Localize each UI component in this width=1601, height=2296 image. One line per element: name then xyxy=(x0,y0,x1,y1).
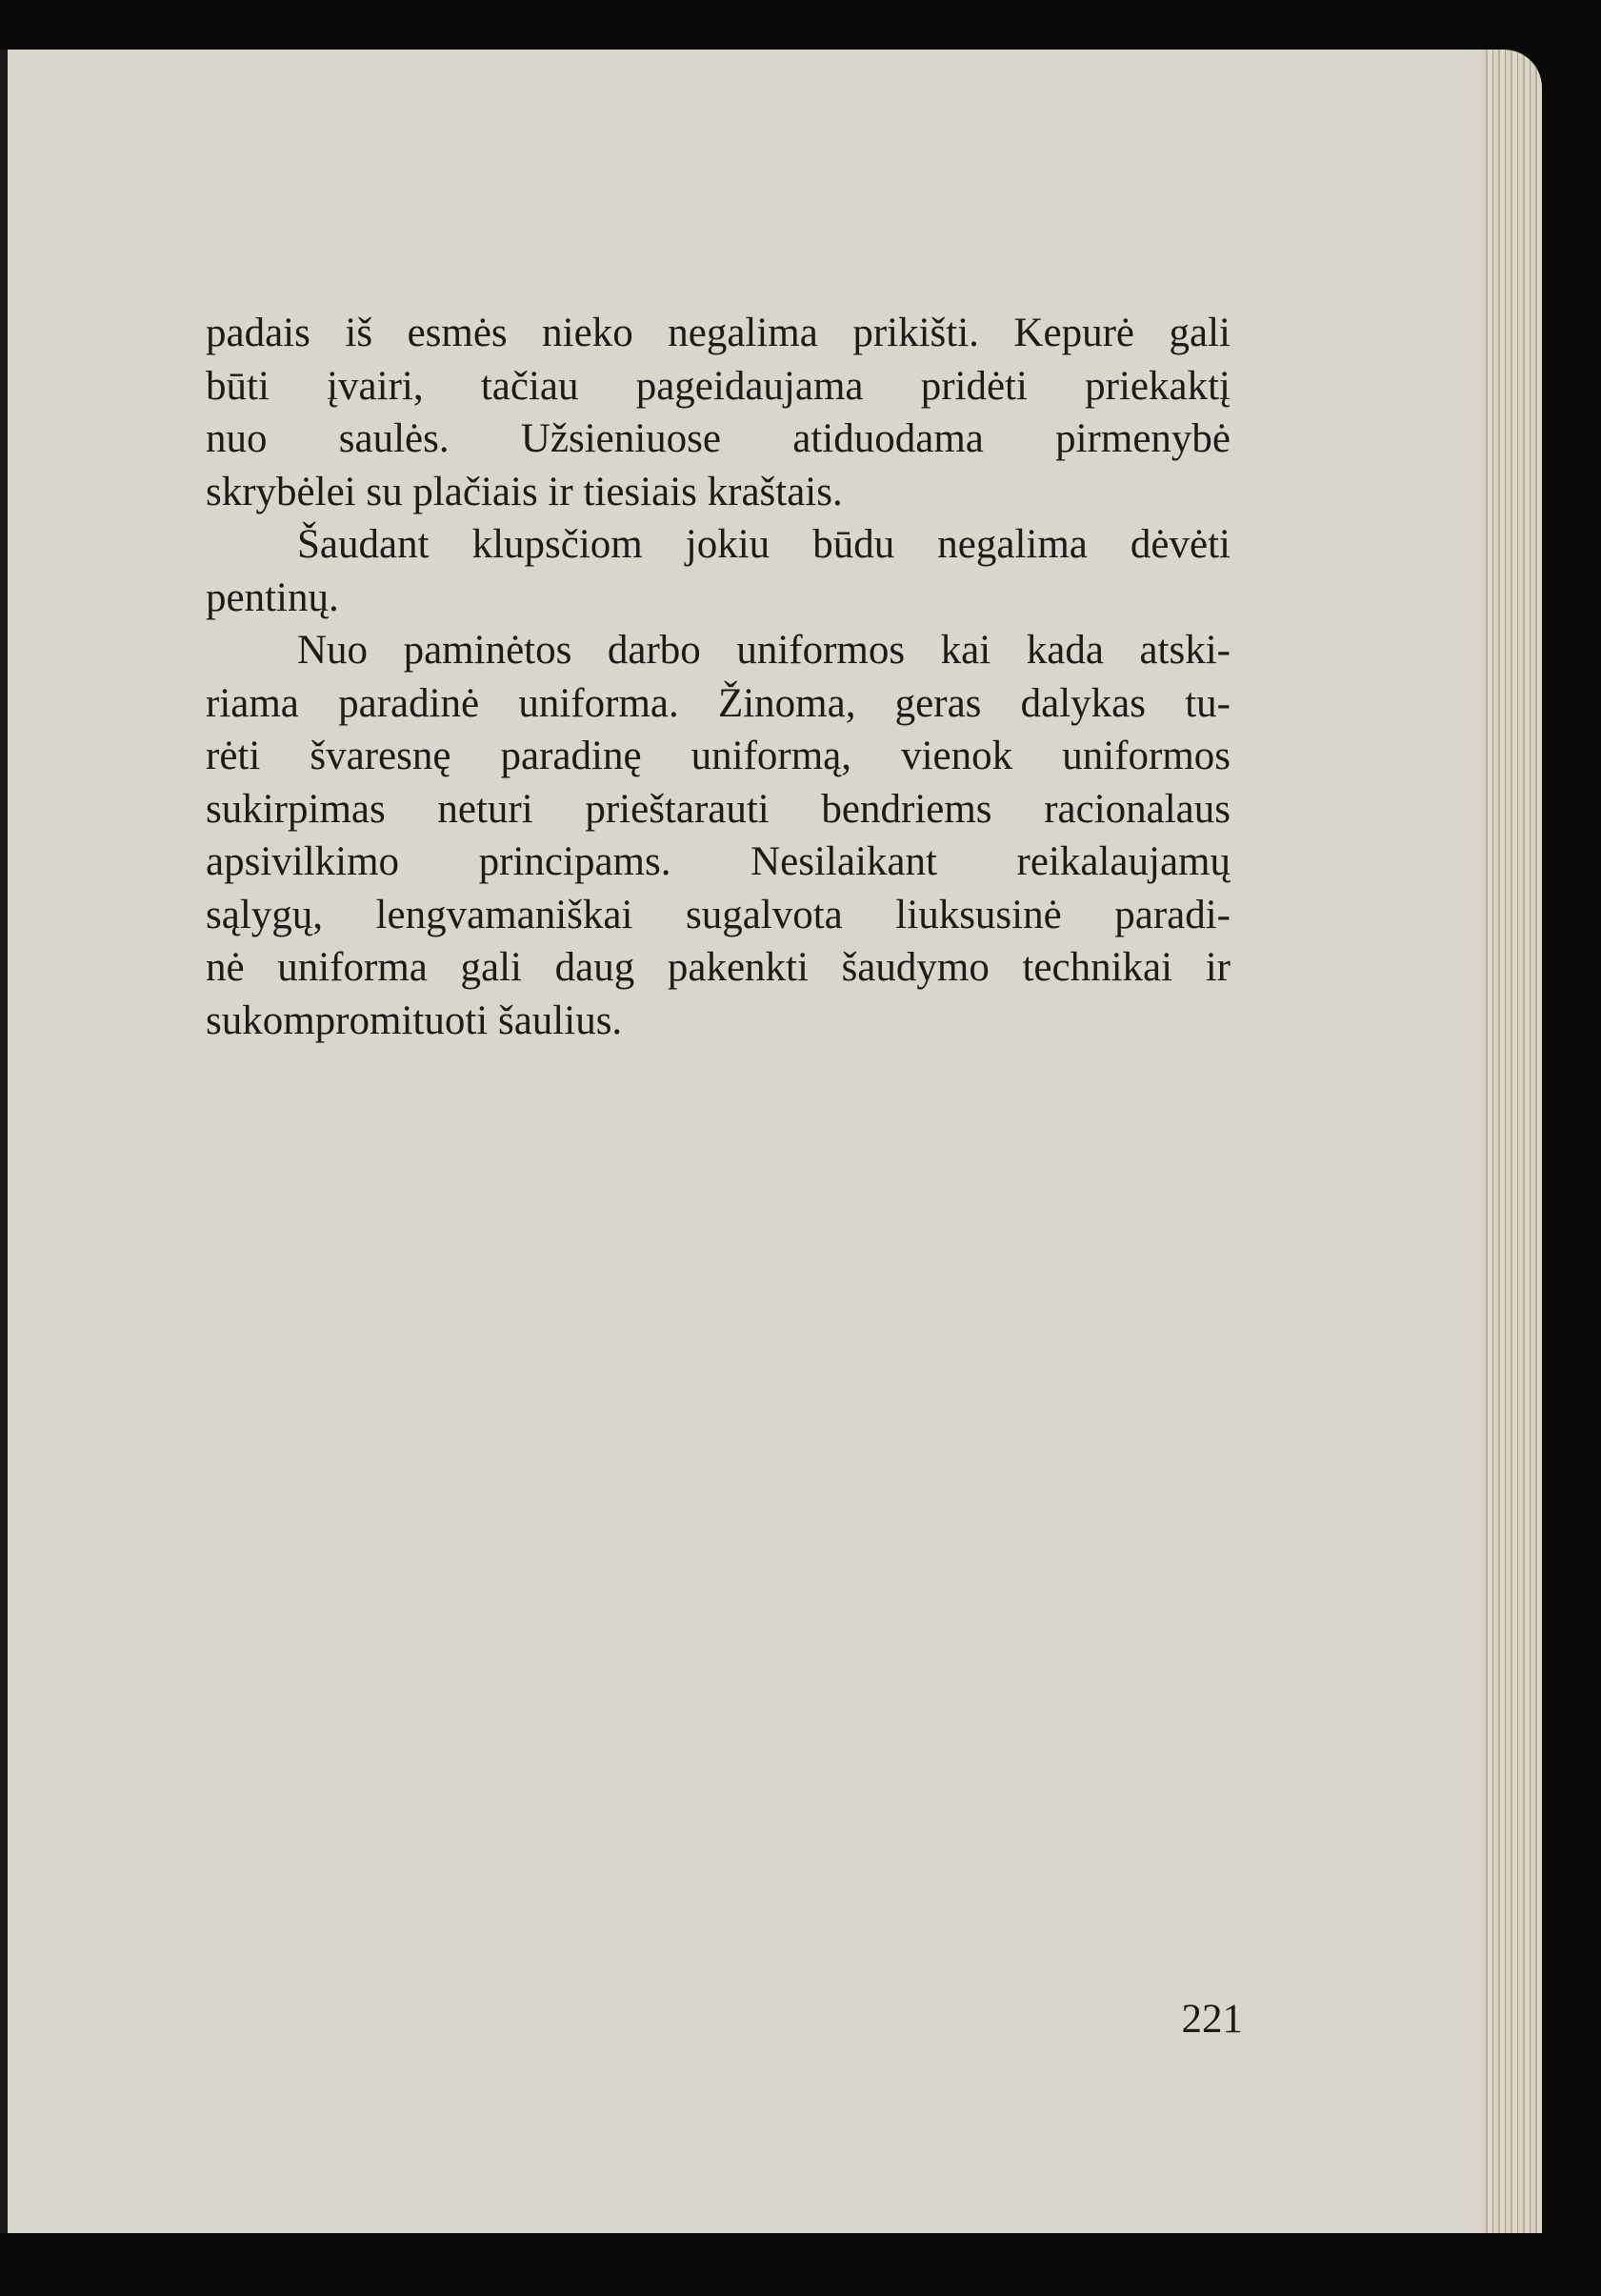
text-line: Nuo paminėtos darbo uniformos kai kada atski- xyxy=(297,628,1231,673)
text-line: skrybėlei su plačiais ir tiesiais kraštais. xyxy=(206,469,843,514)
text-line: rėti švaresnę paradinę uniformą, vienok uniformos xyxy=(206,734,1231,778)
text-line: riama paradinė uniforma. Žinoma, geras dalykas tu- xyxy=(206,680,1231,726)
text-line: sukompromituoti šaulius. xyxy=(206,997,623,1043)
page-number: 221 xyxy=(1181,1997,1243,2042)
page-gutter-shadow xyxy=(0,50,8,2233)
page-edges xyxy=(1481,50,1542,2233)
body-text xyxy=(206,307,1231,1047)
text-line: Šaudant klupsčiom jokiu būdu negalima dėvėti xyxy=(297,522,1231,567)
text-line: būti įvairi, tačiau pageidaujama pridėti priekaktį xyxy=(206,363,1231,409)
text-line: apsivilkimo principams. Nesilaikant reikalaujamų xyxy=(206,839,1231,884)
text-line: sąlygų, lengvamaniškai sugalvota liuksusinė paradi- xyxy=(206,892,1231,937)
text-line: sukirpimas neturi prieštarauti bendriems racionalaus xyxy=(206,786,1231,832)
text-line: nė uniforma gali daug pakenkti šaudymo technikai ir xyxy=(206,945,1231,990)
text-line: nuo saulės. Užsieniuose atiduodama pirmenybė xyxy=(206,416,1231,461)
text-line: padais iš esmės nieko negalima prikišti. Kepurė gali xyxy=(206,311,1231,355)
text-line: pentinų. xyxy=(206,574,339,620)
